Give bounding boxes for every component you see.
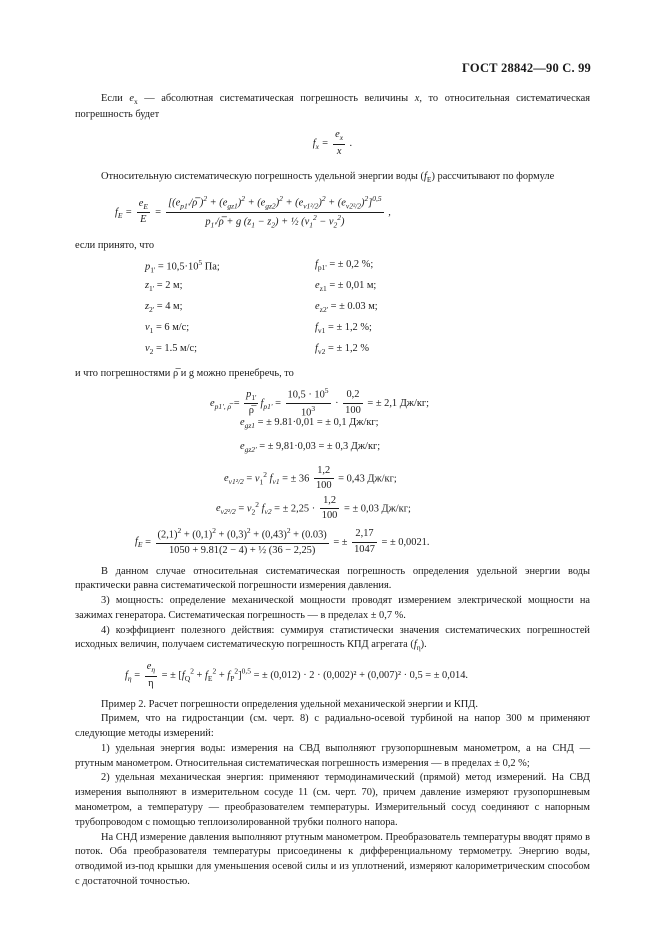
paragraph-energy-error: Относительную систематическую погрешность удельной энергии воды $(f_E)$ рассчитывают по формуле bbox=[101, 170, 555, 185]
paragraph-conclusion: В данном случае относительная систематическая погрешность определения удельной энергии воды практически равна систематической погрешности измерения давления. bbox=[75, 565, 590, 592]
paragraph-methods: Примем, что на гидростанции (см. черт. 8) с радиально-осевой турбиной на напор 300 м применяют следующие методы измерений: bbox=[75, 713, 590, 740]
paragraph-snd: На СНД измерение давления выполняют ртутным манометром. Преобразователь температуры вводят прямо в поток. Оба преобразователя температуры присоединены к дифференциальному термометру. Энергию воды, отводимой из-под крышки для уменьшения осевой силы и из уплотнений, измеряют калориметрическим способом с достаточной точностью. bbox=[75, 831, 590, 887]
given-row: $p_{1'} = 10,5\cdot 10^5$ Па; $f_{p1'}$ = ± 0,2 %; bbox=[145, 257, 374, 275]
formula-fe-general: $f_E$ = $\frac{e_E}{E}$ = $\frac{[(e_{p1'}/\rho̅ )^2 + (e_{gz1})^2 + (e_{gz2})^2 + (e_{v1^2/2})^2 + (e_{v2^2/2})^2]^{0,5}}{p_{1'}/\rho̅ + g (z_1 - z_2) + \frac{1}{2} (v_1^2 - v_2^2)}$ , bbox=[115, 193, 391, 230]
formula-fe-numeric: $f_E$ = $\frac{(2,1)^2 + (0,1)^2 + (0,3)^2 + (0,43)^2 + (0.03)}{\text{1050 + 9.81(2 − 4) + ½ (36 − 2,25)}}$ = ± $\frac{2,17}{1047}$ = ± 0,0021. bbox=[135, 525, 430, 556]
calculation-block bbox=[210, 386, 590, 524]
calc-ev1: $e_{v1^2/2} = v_1^2$ $f_{v1}$ = ± 36 $\frac{1,2}{100}$ = 0,43 Дж/кг; bbox=[224, 464, 397, 492]
page-header: ГОСТ 28842—90 С. 99 bbox=[462, 61, 591, 75]
paragraph-absolute-error: Если $e_x$ — абсолютная систематическая погрешность величины x, то относительная систематическая погрешность будет bbox=[75, 93, 590, 120]
given-values-list bbox=[75, 258, 590, 363]
given-row: $v_2 = 1.5$ м/с; $f_{v2}$ = ± 1,2 % bbox=[145, 342, 369, 356]
paragraph-method-2: 2) удельная механическая энергия: применяют термодинамический (прямой) метод измерений. На СВД измерения выполняют в измерительном сосуде 11 (см. черт. 70), причем давление измеряют грузопоршневым манометром, а температуру — преобразователем температуры. Измерительный сосуд соединяют с напорным трубопроводом с помощью теплоизолированной трубки полного напора. bbox=[75, 772, 590, 828]
formula-relative-error: $f_x$ = $\frac{e_x}{x}$ . bbox=[312, 129, 353, 158]
paragraph-given: если принято, что bbox=[75, 240, 155, 252]
calc-ev2: $e_{v2^2/2} = v_2^2$ $f_{v2}$ = ± 2,25 · $\frac{1,2}{100}$ = ± 0,03 Дж/кг; bbox=[216, 494, 411, 522]
given-row: $z_{2'} = 4$ м; $e_{z2'}$ = ± 0.03 м; bbox=[145, 300, 378, 314]
paragraph-method-1: 1) удельная энергия воды: измерения на СВД выполняют грузопоршневым манометром, а на СНД — ртутным манометром. Относительная систематическая погрешность измерения — в пределах ± 0,2 %; bbox=[75, 742, 590, 769]
paragraph-efficiency: 4) коэффициент полезного действия: суммируя статистически значения систематических погрешностей исходных величин, получаем систематическую погрешность КПД агрегата $(f_\eta)$. bbox=[75, 624, 590, 653]
given-row: $z_{1'} = 2$ м; $e_{z1}$ = ± 0,01 м; bbox=[145, 279, 377, 293]
given-row: $v_1 = 6$ м/с; $f_{v1}$ = ± 1,2 %; bbox=[145, 321, 372, 335]
calc-ep1: $e_{p1', \rho̅}$ = $\frac{p_{1'}}{\rho̅}$ $f_{p1'}$ = $\frac{10,5 \cdot 10^5}{10^3}$ · $\frac{0,2}{100}$ = ± 2,1 Дж/кг; bbox=[210, 385, 430, 419]
calc-egz2: $e_{gz2'}$ = ± 9,81·0,03 = ± 0,3 Дж/кг; bbox=[240, 440, 381, 454]
calc-egz1: $e_{gz1}$ = ± 9.81·0,01 = ± 0,1 Дж/кг; bbox=[240, 416, 379, 430]
paragraph-example-2: Пример 2. Расчет погрешности определения удельной механической энергии и КПД. bbox=[101, 698, 478, 710]
formula-eta: $f_\eta$ = $\frac{e_\eta}{\eta}$ = ± $[f_Q^2 + f_E^2 + f_P^2]^{0,5}$ = ± (0,012) · 2 · (0,002)² + (0,007)² · 0,5 = ± 0,014. bbox=[125, 661, 468, 689]
page-body bbox=[75, 92, 590, 890]
paragraph-neglect: и что погрешностями ρ̅ и g можно пренебречь, то bbox=[75, 367, 294, 379]
paragraph-power: 3) мощность: определение механической мощности проводят измерением электрической мощности на зажимах генератора. Систематическая погрешность — в пределах ± 0,7 %. bbox=[75, 595, 590, 621]
